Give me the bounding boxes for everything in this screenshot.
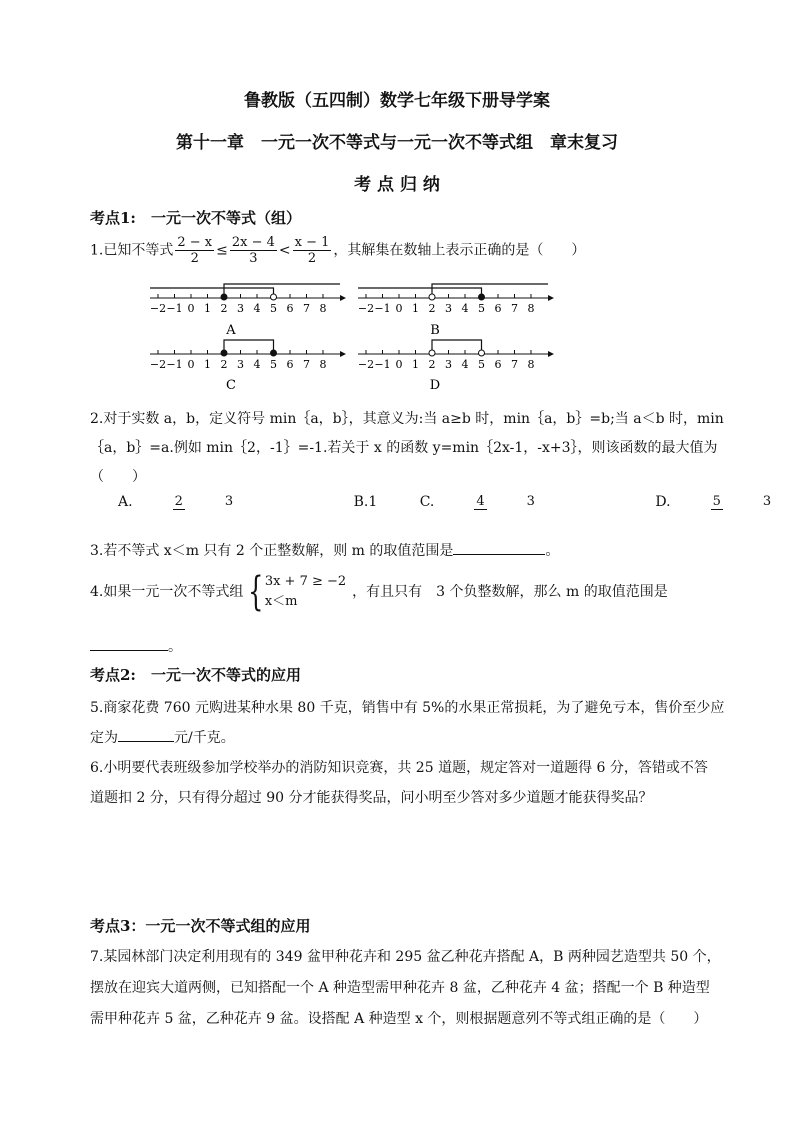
solution-ray	[358, 288, 482, 295]
question-6-line-1: 6.小明要代表班级参加学校举办的消防知识竞赛，共 25 道题，规定答对一道题得 6 分，答错或不答	[90, 760, 708, 776]
tick-label: 0	[187, 302, 195, 315]
question-5-line-2: 定为 元/千克。	[90, 727, 235, 747]
tick-label: 8	[319, 302, 327, 315]
tick-label: 0	[395, 302, 403, 315]
option-d: D. 5 3	[655, 494, 772, 510]
chapter-title: 第十一章 一元一次不等式与一元一次不等式组 章末复习	[176, 133, 618, 153]
tick-label: −2	[357, 358, 375, 371]
section-2-heading: 考点2: 一元一次不等式的应用	[90, 666, 301, 684]
tick-label: 2	[220, 358, 228, 371]
tick-label: −2	[149, 358, 167, 371]
endpoint	[479, 350, 485, 356]
answer-blank[interactable]	[118, 727, 174, 742]
fraction-3: $\frac{x - 1}{2}$	[294, 235, 330, 266]
tick-label: −1	[166, 302, 183, 315]
tick-label: 0	[395, 358, 403, 371]
tick-label: 6	[494, 358, 502, 371]
option-label-d: D	[429, 378, 441, 392]
summary-title: 考 点 归 纳	[354, 175, 440, 195]
tick-label: 7	[303, 358, 310, 371]
section-3-heading: 考点3：一元一次不等式组的应用	[90, 917, 311, 935]
option-c: C. 4 3	[419, 494, 535, 510]
tick-label: 4	[253, 302, 261, 315]
tick-label: −1	[374, 302, 391, 315]
tick-label: 3	[445, 358, 452, 371]
question-2-line-1: 2.对于实数 a，b，定义符号 min｛a，b｝，其意义为:当 a≥b 时，min｛a，b｝=b;当 a＜b 时，min	[90, 411, 724, 427]
endpoint	[479, 294, 485, 300]
question-4-answer: 。	[90, 636, 182, 656]
option-label-b: B	[430, 323, 440, 338]
tick-label: 8	[319, 358, 327, 371]
question-2-options	[118, 494, 794, 510]
tick-label: 1	[412, 302, 419, 315]
tick-label: 7	[303, 302, 310, 315]
tick-label: 1	[204, 358, 211, 371]
question-6-line-2: 道题扣 2 分，只有得分超过 90 分才能获得奖品，问小明至少答对多少道题才能获得奖品？	[90, 790, 653, 806]
solution-ray	[150, 288, 274, 295]
tick-label: 6	[494, 302, 502, 315]
option-label-a: A	[226, 323, 236, 338]
number-line-b	[358, 284, 553, 315]
tick-label: 2	[220, 302, 228, 315]
tick-label: −1	[166, 358, 183, 371]
tick-label: 5	[478, 302, 485, 315]
tick-label: 3	[237, 358, 244, 371]
solution-ray	[224, 284, 340, 295]
tick-label: 4	[461, 302, 469, 315]
number-line-c	[150, 340, 345, 371]
question-4: 4.如果一元一次不等式组 { 3x + 7 ≥ −2 x＜m ，有且只有 3 个负整数解，那么 m 的取值范围是	[90, 569, 668, 615]
endpoint	[221, 294, 227, 300]
tick-label: 8	[527, 302, 535, 315]
question-7-line-2: 摆放在迎宾大道两侧，已知搭配一个 A 种造型需甲种花卉 8 盆，乙种花卉 4 盆；搭配一个 B 种造型	[90, 980, 710, 996]
question-3: 3.若不等式 x＜m 只有 2 个正整数解，则 m 的取值范围是 。	[90, 540, 559, 560]
tick-label: 5	[270, 358, 277, 371]
document-title: 鲁教版（五四制）数学七年级下册导学案	[244, 91, 550, 111]
solution-segment	[224, 340, 274, 351]
question-1: 1.已知不等式 $\frac{2 - x}{2}$ ≤ $\frac{2x - 4}{3}$ < $\frac{x - 1}{2}$ ，其解集在数轴上表示正确的是（ ）	[90, 235, 586, 266]
question-7-line-3: 需甲种花卉 5 盆，乙种花卉 9 盆。设搭配 A 种造型 x 个，则根据题意列不等式组正确的是（ ）	[90, 1011, 708, 1027]
tick-label: 3	[237, 302, 244, 315]
solution-segment	[432, 340, 482, 351]
number-line-figure	[140, 280, 560, 392]
brace-icon: {	[248, 569, 264, 615]
number-line-d	[358, 340, 553, 371]
section-1-heading: 考点1: 一元一次不等式（组）	[90, 209, 301, 227]
tick-label: 0	[187, 358, 195, 371]
option-a: A. 2 3	[118, 494, 234, 510]
option-label-c: C	[226, 378, 236, 392]
endpoint	[429, 350, 435, 356]
tick-label: 1	[204, 302, 211, 315]
tick-label: 1	[412, 358, 419, 371]
fraction-1: $\frac{2 - x}{2}$	[177, 235, 213, 266]
tick-label: 2	[428, 358, 436, 371]
tick-label: 2	[428, 302, 436, 315]
tick-label: −2	[357, 302, 375, 315]
option-b: B.1	[353, 494, 378, 510]
number-line-a	[150, 284, 345, 315]
solution-ray	[432, 284, 548, 295]
answer-blank[interactable]	[453, 540, 545, 555]
question-7-line-1: 7.某园林部门决定利用现有的 349 盆甲种花卉和 295 盆乙种花卉搭配 A，B 两种园艺造型共 50 个，	[90, 949, 721, 965]
question-2-line-2: ｛a，b｝=a.例如 min｛2，-1｝=-1.若关于 x 的函数 y=min｛2x-1，-x+3｝，则该函数的最大值为	[90, 440, 718, 456]
tick-label: 6	[286, 358, 294, 371]
tick-label: 4	[253, 358, 261, 371]
endpoint	[429, 294, 435, 300]
tick-label: 5	[478, 358, 485, 371]
question-2-line-3: （ ）	[90, 469, 146, 485]
tick-label: 6	[286, 302, 294, 315]
answer-blank[interactable]	[90, 636, 168, 651]
tick-label: 8	[527, 358, 535, 371]
tick-label: 3	[445, 302, 452, 315]
endpoint	[221, 350, 227, 356]
tick-label: −1	[374, 358, 391, 371]
tick-label: 4	[461, 358, 469, 371]
inequality-system: 3x + 7 ≥ −2 x＜m	[264, 574, 347, 609]
fraction-2: $\frac{2x - 4}{3}$	[231, 235, 275, 266]
endpoint	[271, 294, 277, 300]
tick-label: 5	[270, 302, 277, 315]
tick-label: 7	[511, 358, 518, 371]
tick-label: −2	[149, 302, 167, 315]
tick-label: 7	[511, 302, 518, 315]
question-5-line-1: 5.商家花费 760 元购进某种水果 80 千克，销售中有 5%的水果正常损耗，为了避免亏本，售价至少应	[90, 700, 725, 716]
endpoint	[271, 350, 277, 356]
